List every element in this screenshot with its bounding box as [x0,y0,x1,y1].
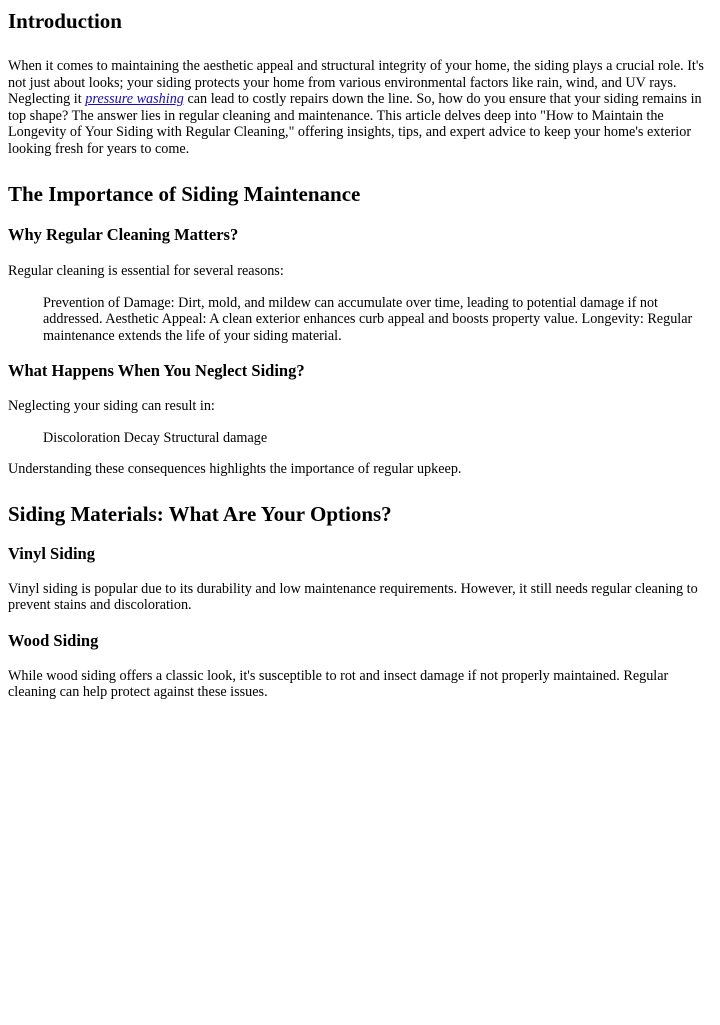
wood-siding-text: While wood siding offers a classic look, it's susceptible to rot and insect damage if not properly maintained. Regular cleaning can help protect against these issues. [8,667,669,700]
intro-text-before-link: When it comes to maintaining the aesthetic appeal and structural integrity of your home, the siding plays a crucial role. It's not just about looks; your siding protects your home from various environmental factors like rain, wind, and UV rays. Neglecting it [8,58,704,107]
intro-text-after-link: can lead to costly repairs down the line. So, how do you ensure that your siding remains in top shape? The answer lies in regular cleaning and maintenance. This article delves deep into "How to Maintain the Longevity of Your Siding with Regular Cleaning," offering insights, tips, and expert advice to keep your home's exterior looking fresh for years to come. [8,91,702,157]
reasons-quote: Prevention of Damage: Dirt, mold, and mildew can accumulate over time, leading to potential damage if not addressed. Aesthetic Appeal: A clean exterior enhances curb appeal and boosts property value. Longevity: Regular maintenance extends the life of your siding material. [43,294,693,344]
intro-paragraph [8,58,712,157]
subheading-vinyl-siding: Vinyl Siding [8,543,95,563]
section-heading-importance: The Importance of Siding Maintenance [8,182,361,206]
article [0,8,720,701]
subheading-neglect-siding: What Happens When You Neglect Siding? [8,361,305,380]
why-regular-cleaning-text: Regular cleaning is essential for several reasons: [8,263,284,279]
subheading-wood-siding: Wood Siding [8,630,99,650]
consequences-quote: Discoloration Decay Structural damage [43,429,268,446]
consequences-summary: Understanding these consequences highlights the importance of regular upkeep. [8,461,462,477]
section-heading-materials: Siding Materials: What Are Your Options? [8,501,392,526]
subheading-why-regular-cleaning: Why Regular Cleaning Matters? [8,225,239,244]
neglect-siding-text: Neglecting your siding can result in: [8,398,215,414]
vinyl-siding-text: Vinyl siding is popular due to its durability and low maintenance requirements. However, it still needs regular cleaning to prevent stains and discoloration. [8,580,698,613]
intro-heading: Introduction [8,9,122,33]
pressure-washing-link[interactable]: pressure washing [85,91,184,107]
